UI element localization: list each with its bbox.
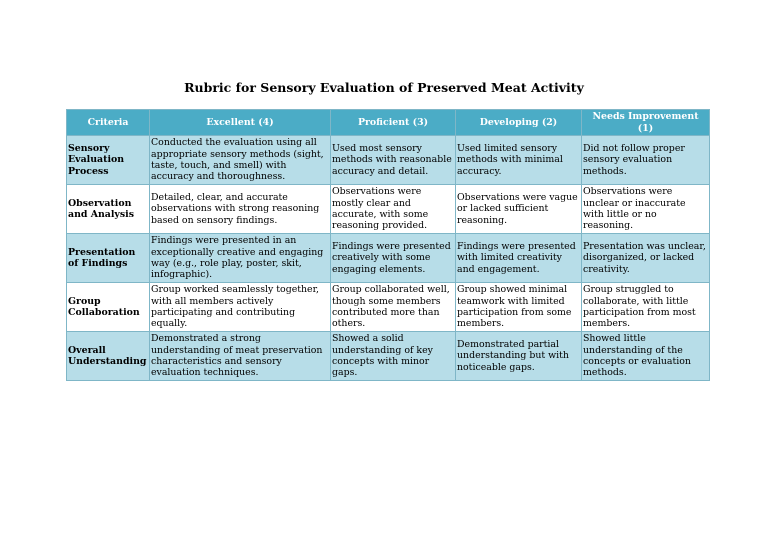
table-row — [67, 185, 710, 234]
developing-cell: Demonstrated partial understanding but with noticeable gaps. — [456, 332, 582, 381]
criterion-cell: Group Collaboration — [67, 283, 150, 332]
table-row — [67, 283, 710, 332]
column-header-proficient: Proficient (3) — [331, 110, 456, 136]
proficient-cell: Observations were mostly clear and accurate, with some reasoning provided. — [331, 185, 456, 234]
needs-improvement-cell: Observations were unclear or inaccurate with little or no reasoning. — [582, 185, 710, 234]
criterion-cell: Sensory Evaluation Process — [67, 136, 150, 185]
developing-cell: Findings were presented with limited creativity and engagement. — [456, 234, 582, 283]
developing-cell: Group showed minimal teamwork with limited participation from some members. — [456, 283, 582, 332]
column-header-developing: Developing (2) — [456, 110, 582, 136]
column-header-needs-improvement: Needs Improvement (1) — [582, 110, 710, 136]
excellent-cell: Findings were presented in an exceptionally creative and engaging way (e.g., role play, poster, skit, infographic). — [150, 234, 331, 283]
column-header-excellent: Excellent (4) — [150, 110, 331, 136]
excellent-cell: Group worked seamlessly together, with all members actively participating and contributing equally. — [150, 283, 331, 332]
table-row — [67, 136, 710, 185]
proficient-cell: Used most sensory methods with reasonable accuracy and detail. — [331, 136, 456, 185]
excellent-cell: Demonstrated a strong understanding of meat preservation characteristics and sensory evaluation techniques. — [150, 332, 331, 381]
needs-improvement-cell: Group struggled to collaborate, with little participation from most members. — [582, 283, 710, 332]
developing-cell: Used limited sensory methods with minimal accuracy. — [456, 136, 582, 185]
criterion-cell: Presentation of Findings — [67, 234, 150, 283]
needs-improvement-cell: Did not follow proper sensory evaluation methods. — [582, 136, 710, 185]
developing-cell: Observations were vague or lacked sufficient reasoning. — [456, 185, 582, 234]
page-title: Rubric for Sensory Evaluation of Preserved Meat Activity — [184, 80, 584, 95]
criterion-cell: Overall Understanding — [67, 332, 150, 381]
excellent-cell: Conducted the evaluation using all appropriate sensory methods (sight, taste, touch, and smell) with accuracy and thoroughness. — [150, 136, 331, 185]
table-row — [67, 234, 710, 283]
rubric-table — [66, 109, 710, 381]
proficient-cell: Showed a solid understanding of key concepts with minor gaps. — [331, 332, 456, 381]
criterion-cell: Observation and Analysis — [67, 185, 150, 234]
needs-improvement-cell: Showed little understanding of the concepts or evaluation methods. — [582, 332, 710, 381]
needs-improvement-cell: Presentation was unclear, disorganized, or lacked creativity. — [582, 234, 710, 283]
column-header-criteria: Criteria — [67, 110, 150, 136]
excellent-cell: Detailed, clear, and accurate observations with strong reasoning based on sensory findings. — [150, 185, 331, 234]
table-header-row — [67, 110, 710, 136]
table-row — [67, 332, 710, 381]
proficient-cell: Findings were presented creatively with some engaging elements. — [331, 234, 456, 283]
proficient-cell: Group collaborated well, though some members contributed more than others. — [331, 283, 456, 332]
